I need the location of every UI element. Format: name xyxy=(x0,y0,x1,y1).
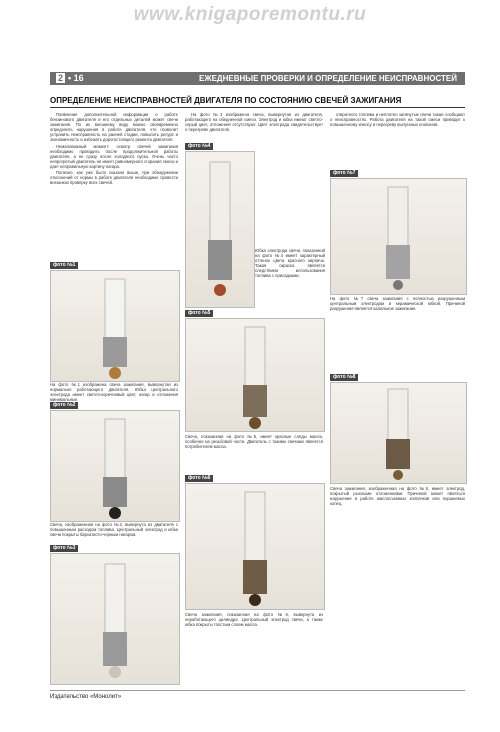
page-header xyxy=(50,72,465,85)
spark-plug-photo-1 xyxy=(50,270,180,382)
chapter-icon: 2 xyxy=(58,73,64,83)
photo-label-6: фото №6 xyxy=(185,475,213,482)
spark-plug-photo-2 xyxy=(50,410,180,522)
spark-plug-icon xyxy=(331,179,466,294)
photo-label-5: фото №5 xyxy=(185,310,213,317)
spark-plug-icon xyxy=(186,484,324,609)
publisher-footer: Издательство «Монолит» xyxy=(50,694,122,700)
spark-plug-photo-5 xyxy=(185,318,325,432)
paragraph: На фото №3 изображена свеча, вывернутая из двигателя, работающего на обедненной смеси. Электрод и юбка имеют светло-серый цвет, отложения отсутствуют. Цвет электрода свидетельствует о перегреве двигателя. xyxy=(185,112,323,133)
header-title: ЕЖЕДНЕВНЫЕ ПРОВЕРКИ И ОПРЕДЕЛЕНИЕ НЕИСПРАВНОСТЕЙ xyxy=(199,74,457,83)
spark-plug-icon xyxy=(331,383,466,483)
photo-label-1: фото №1 xyxy=(50,262,78,269)
photo-label-3: фото №3 xyxy=(50,545,78,552)
photo-label-2: фото №2 xyxy=(50,402,78,409)
paragraph: Немаловажный момент: осмотр свечей зажигания необходимо проводить после продолжительной работы двигателя, а не сразу после холодного пуска. Очень часто непрогретый двигатель не имеет равномерного сгорания смеси и дает неправильную картину нагара. xyxy=(50,143,178,169)
spark-plug-icon xyxy=(186,319,324,431)
watermark: www.knigaporemontu.ru xyxy=(133,4,367,25)
spark-plug-photo-7 xyxy=(330,178,467,295)
photo-label-8: фото №8 xyxy=(330,374,358,381)
spark-plug-icon xyxy=(51,554,179,684)
footer-divider xyxy=(50,690,465,691)
caption-2: Свеча, изображенная на фото №2, вывернута из двигателя с повышенным расходом топлива. Центральный электрод и юбка свечи покрыты бархатисто-черным нагаром. xyxy=(50,522,178,538)
spark-plug-photo-4 xyxy=(185,151,255,308)
paragraph: Появление дополнительной информации о работе бензинового двигателя и его отдельных деталей может свечи зажигания. По их внешнему виду можно своевременно определить нарушения в работе двигателя, что позволит устранить неисправность на ранней стадии, повысить ресурс и экономичность и избежать дорогостоящего ремонта двигателя. xyxy=(50,112,178,143)
spark-plug-icon xyxy=(51,271,179,381)
caption-6: Свеча зажигания, показанная на фото №6, вывернута из неработающего цилиндра. Центральный электрод свечи, а также юбка покрыты толстым слоем масла. xyxy=(185,612,323,628)
caption-1: На фото №1 изображена свеча зажигания, вывернутая из нормально работающего двигателя. Юбка центрального электрода имеет светло-коричневый цвет, нагар и отложения минимальные. xyxy=(50,382,178,403)
page-number: • 16 xyxy=(68,73,84,83)
photo-label-7: фото №7 xyxy=(330,170,358,177)
caption-5: Свеча, показанная на фото №5, имеет красные следы масла, особенно на резьбовой части. Двигатель с такими свечами является потребителем масла. xyxy=(185,434,323,450)
spark-plug-photo-6 xyxy=(185,483,325,610)
spark-plug-photo-8 xyxy=(330,382,467,484)
caption-7: На фото №7 свеча зажигания с полностью разрушенным центральным электродом и керамической юбкой. Причиной разрушения является калильное зажигание. xyxy=(330,296,465,312)
col1-text xyxy=(50,112,178,262)
paragraph: отвратного топлива и неплотно затянутые свечи также сообщают о неисправностях. Работа двигателя на такой смеси приводит к повышенному износу и перегреву выпускных клапанов. xyxy=(330,112,465,128)
col2-text xyxy=(185,112,323,144)
spark-plug-icon xyxy=(51,411,179,521)
caption-8: Свеча зажигания, изображенная на фото №8, имеет электрод, покрытый рыхлыми отложениями. Причиной может являться нарушение в работе маслосъемных колпачков или поршневых колец. xyxy=(330,486,465,507)
spark-plug-photo-3 xyxy=(50,553,180,685)
section-title: ОПРЕДЕЛЕНИЕ НЕИСПРАВНОСТЕЙ ДВИГАТЕЛЯ ПО СОСТОЯНИЮ СВЕЧЕЙ ЗАЖИГАНИЯ xyxy=(50,96,465,108)
photo-label-4: фото №4 xyxy=(185,143,213,150)
paragraph: Полезно, как уже было сказано выше, при обнаружении отклонений от нормы в работе двигателя необходимо провести внешнюю проверку всех свечей. xyxy=(50,170,178,186)
caption-4: Юбка электрода свечи, показанной на фото №4 имеет характерный оттенок цвета красного кирпича. Такая окраска является следствием использования топлива с присадками. xyxy=(255,248,325,279)
spark-plug-icon xyxy=(186,152,254,307)
col3-text xyxy=(330,112,465,172)
